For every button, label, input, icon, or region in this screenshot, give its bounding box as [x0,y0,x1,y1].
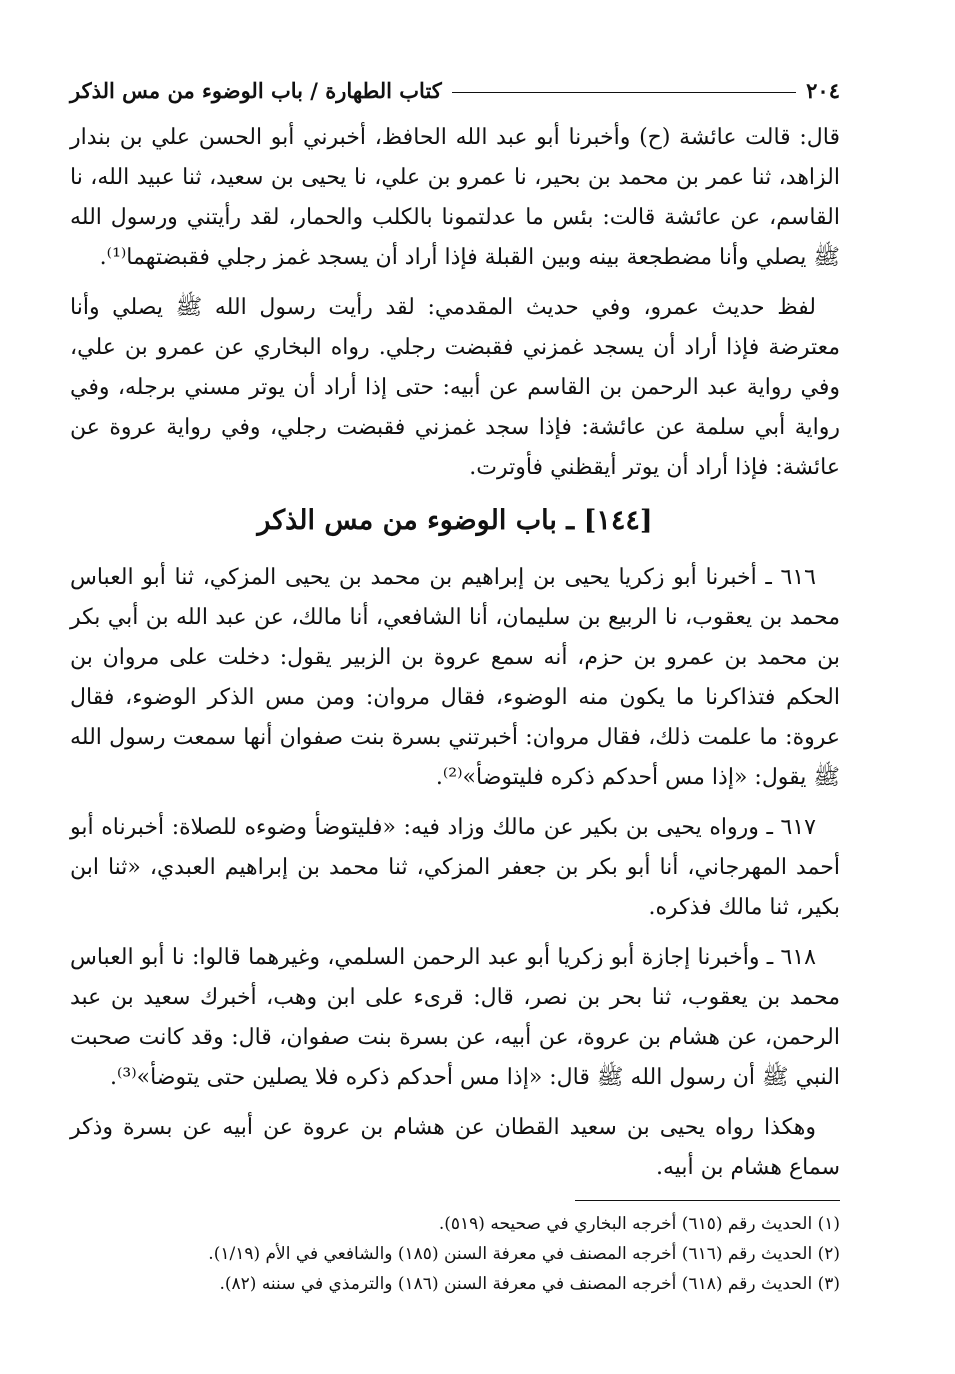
body-text [70,118,840,1188]
footnote-1: (١) الحديث رقم (٦١٥) أخرجه البخاري في صحيحه (٥١٩). [438,1214,840,1234]
paragraph: لفظ حديث عمرو، وفي حديث المقدمي: لقد رأيت رسول الله ﷺ يصلي وأنا معترضة فإذا أراد أن يسجد غمزني فقبضت رجلي. رواه البخاري عن عمرو بن علي، وفي رواية عبد الرحمن بن القاسم عن أبيه: حتى إذا أراد أن يوتر مسني برجله، وفي رواية أبي سلمة عن عائشة: فإذا سجد غمزني فقبضت رجلي، وفي رواية عروة عن عائشة: فإذا أراد أن يوتر أيقظني فأوترت. [70,295,840,480]
page-number: ٢٠٤ [806,77,840,103]
hadith-618: ٦١٨ ـ وأخبرنا إجازة أبو زكريا أبو عبد الرحمن السلمي، وغيرهما قالوا: نا أبو العباس محمد بن يعقوب، ثنا بحر بن نصر، قال: قرىء على ابن وهب، أخبرك سعيد بن عبد الرحمن، عن هشام بن عروة، عن أبيه، عن بسرة بنت صفوان، قال: وقد كانت صحبت النبي ﷺ أن رسول الله ﷺ قال: «إذا مس أحدكم ذكره فلا يصلين حتى يتوضأ»⁽³⁾. [70,945,840,1090]
footnote-rule [575,1200,840,1201]
hadith-617: ٦١٧ ـ ورواه يحيى بن بكير عن مالك وزاد فيه: «فليتوضأ وضوءه للصلاة: أخبرناه أبو أحمد المهرجاني، أنا أبو بكر بن جعفر المزكي، ثنا محمد بن إبراهيم العبدي، «ثنا ابن بكير، ثنا مالك فذكره. [70,815,840,920]
footnote-3: (٣) الحديث رقم (٦١٨) أخرجه المصنف في معرفة السنن (١٨٦) والترمذي في سننه (٨٢). [219,1274,840,1294]
header-rule [452,92,796,93]
paragraph: قال: قالت عائشة (ح) وأخبرنا أبو عبد الله الحافظ، أخبرني أبو الحسن علي بن بندار الزاهد، ثنا عمر بن محمد بن بحير، نا عمرو بن علي، نا يحيى بن سعيد، ثنا عبيد الله، نا القاسم، عن عائشة قالت: بئس ما عدلتمونا بالكلب والحمار، لقد رأيتني ورسول الله ﷺ يصلي وأنا مضطجعة بينه وبين القبلة فإذا أراد أن يسجد غمز رجلي فقبضتهما⁽¹⁾. [70,125,840,270]
closing-paragraph: وهكذا رواه يحيى بن سعيد القطان عن هشام بن عروة عن أبيه عن بسرة وذكر سماع هشام بن أبيه. [70,1115,840,1180]
running-header [70,70,840,110]
footnote-2: (٢) الحديث رقم (٦١٦) أخرجه المصنف في معرفة السنن (١٨٥) والشافعي في الأم (١/١٩). [208,1244,840,1264]
footnotes [70,1209,840,1299]
hadith-616: ٦١٦ ـ أخبرنا أبو زكريا يحيى بن إبراهيم بن محمد بن يحيى المزكي، ثنا أبو العباس محمد بن يعقوب، نا الربيع بن سليمان، أنا الشافعي، أنا مالك، عن عبد الله بن أبي بكر بن محمد بن عمرو بن حزم، أنه سمع عروة بن الزبير يقول: دخلت على مروان بن الحكم فتذاكرنا ما يكون منه الوضوء، فقال مروان: ومن مس الذكر الوضوء، فقال عروة: ما علمت ذلك، فقال مروان: أخبرتني بسرة بنت صفوان أنها سمعت رسول الله ﷺ يقول: «إذا مس أحدكم ذكره فليتوضأ»⁽²⁾. [70,565,840,790]
section-heading: [١٤٤] ـ باب الوضوء من مس الذكر [257,505,653,536]
running-title: كتاب الطهارة / باب الوضوء من مس الذكر [70,77,442,103]
